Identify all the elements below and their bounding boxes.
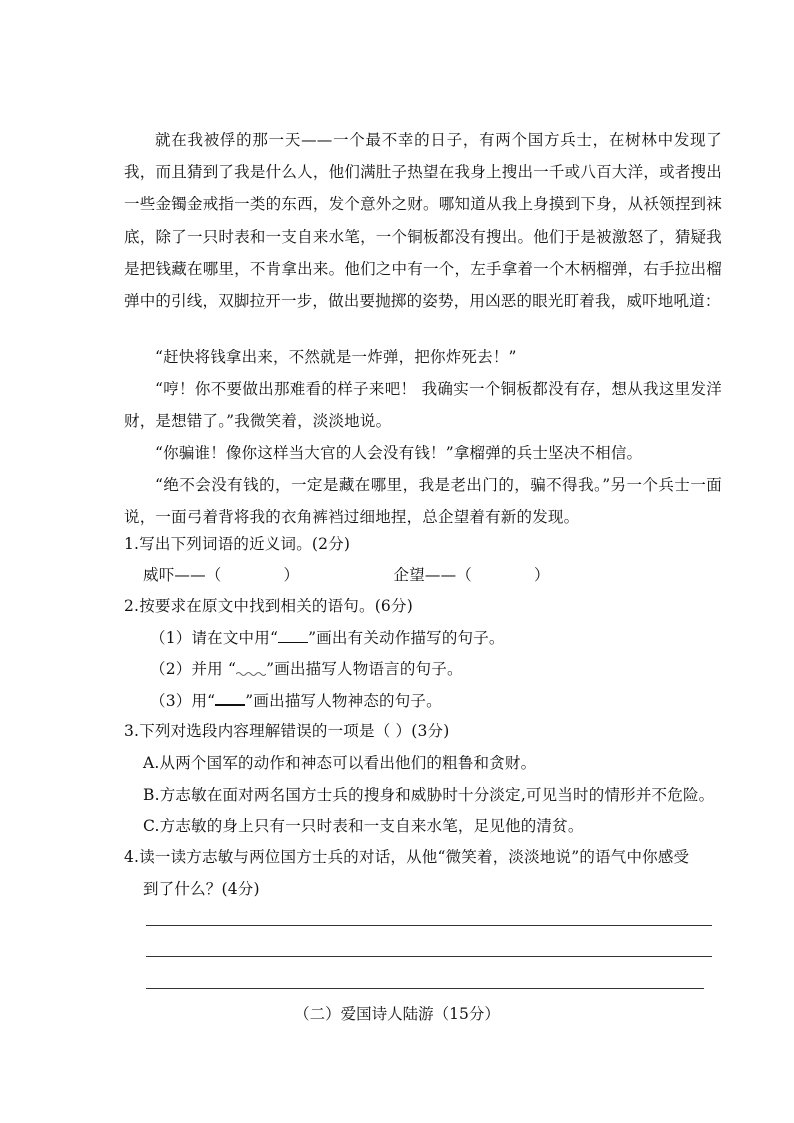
question-3-option-a[interactable]: A.从两个国军的动作和神态可以看出他们的粗鲁和贪财。 <box>143 754 537 772</box>
question-4-stem-line-1: 4.读一读方志敏与两位国方士兵的对话，从他“微笑着，淡淡地说”的语气中你感受 <box>124 848 690 866</box>
question-2-item-1 <box>150 627 505 649</box>
q2-item-3-text-pre: （3）用“ <box>150 692 216 710</box>
passage-paragraph-1: 就在我被俘的那一天——一个最不幸的日子，有两个国方兵士，在树林中发现了我，而且猜到了我是什么人，他们满肚子热望在我身上搜出一千或八百大洋，或者搜出一些金镯金戒指一类的东西，发个意外之财。哪知道从我上身摸到下身，从袄领捏到袜底，除了一只时表和一支自来水笔，一个铜板都没有搜出。他们于是被激怒了，猜疑我是把钱藏在哪里，不肯拿出来。他们之中有一个，左手拿着一个木柄榴弹，右手拉出榴弹中的引线，双脚拉开一步，做出要抛掷的姿势，用凶恶的眼光盯着我，威吓地吼道： <box>124 131 722 311</box>
question-3-option-c[interactable]: C.方志敏的身上只有一只时表和一支自来水笔，足见他的清贫。 <box>143 817 584 835</box>
question-2-item-2 <box>150 658 463 680</box>
question-1-stem: 1.写出下列词语的近义词。(2分) <box>124 535 351 553</box>
q2-item-2-text-pre: （2）并用 “ <box>150 660 237 678</box>
passage-paragraph-3: “哼！你不要做出那难看的样子来吧！ 我确实一个铜板都没有存，想从我这里发洋财，是想错了。”我微笑着，淡淡地说。 <box>124 380 722 431</box>
answer-line-2[interactable] <box>146 956 712 957</box>
q1-word-1-close: ） <box>283 566 300 584</box>
passage-paragraph-2: “赶快将钱拿出来，不然就是一炸弹，把你炸死去！” <box>155 348 517 366</box>
passage-paragraph-5: “绝不会没有钱的，一定是藏在哪里，我是老出门的，骗不得我。”另一个兵士一面说，一面弓着背将我的衣角裤裆过细地捏，总企望着有新的发现。 <box>124 476 722 527</box>
q1-word-2-close: ） <box>534 566 550 584</box>
straight-underline-symbol <box>278 630 308 643</box>
section-title: （二）爱国诗人陆游（15分） <box>294 1005 500 1023</box>
q1-word-1: 威吓——（ <box>143 566 222 584</box>
question-2-item-3 <box>150 690 442 712</box>
q2-item-2-text-post: ”画出描写人物语言的句子。 <box>266 660 463 678</box>
question-4-stem-line-2: 到了什么？(4分) <box>143 880 260 898</box>
answer-line-1[interactable] <box>146 925 712 926</box>
question-3-option-b[interactable]: B.方志敏在面对两名国方士兵的搜身和威胁时十分淡定,可见当时的情形并不危险。 <box>143 786 715 804</box>
q2-item-3-text-post: ”画出描写人物神态的句子。 <box>245 692 442 710</box>
q2-item-1-text-post: ”画出有关动作描写的句子。 <box>308 629 505 647</box>
question-3-stem: 3.下列对选段内容理解错误的一项是（ ）(3分) <box>124 722 450 740</box>
q2-item-1-text-pre: （1）请在文中用“ <box>150 629 279 647</box>
answer-line-3[interactable] <box>146 988 704 989</box>
passage-paragraph-4: “你骗谁！像你这样当大官的人会没有钱！”拿榴弹的兵士坚决不相信。 <box>155 444 643 462</box>
q1-word-2: 企望——（ <box>393 566 473 584</box>
wavy-underline-symbol <box>236 662 266 674</box>
question-2-stem: 2.按要求在原文中找到相关的语句。(6分) <box>124 597 413 615</box>
question-1-words <box>143 564 550 586</box>
thick-underline-symbol <box>215 692 245 706</box>
